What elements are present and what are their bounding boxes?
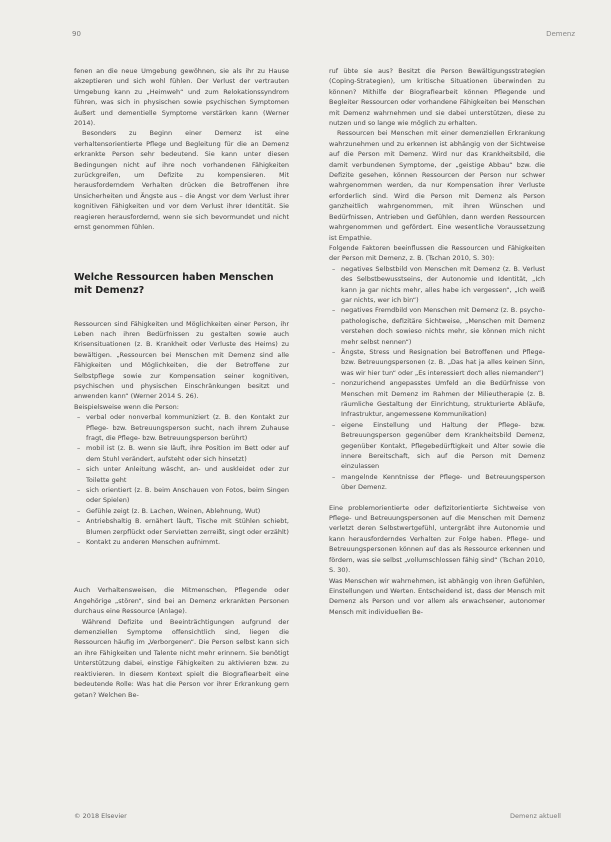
section-heading: Welche Ressourcen haben Menschen mit Demenz? (74, 271, 274, 296)
list-item: – negatives Selbstbild von Menschen mit Demenz (z. B. Verlust des Selbstbewusstseins, der Autonomie und Identität, „Ich kann ja gar nichts mehr, alles habe ich vergessen“, „Ich weiß gar nichts, wer ich bin“) (341, 264, 545, 306)
paragraph: Ressourcen sind Fähigkeiten und Möglichkeiten einer Person, ihr Leben nach ihren Bedürfnissen zu gestalten sowie auch Krisensituationen (z. B. Krankheit oder Verluste des Heims) zu bewältigen. „Ressourcen bei Menschen mit Demenz sind alle Fähigkeiten und Möglichkeiten, die der Betroffene zur Selbstpflege sowie zur Kompensation seiner kognitiven, psychischen und physischen Einschränkungen besitzt und anwenden kann“ (Werner 2014 S. 26). (74, 319, 289, 401)
paragraph: Ressourcen bei Menschen mit einer demenziellen Erkrankung wahrzunehmen und zu erkennen ist abhängig von der Sichtweise auf die Person mit Demenz. Wird nur das Krankheitsbild, die damit verbundenen Symptome, der „geistige Abbau“ bzw. die Defizite gesehen, können Ressourcen der Person nur schwer wahrgenommen werden, da nur Kompensation ihrer Verluste erforderlich sind. Wird die Person mit Demenz als Person ganzheitlich wahrgenommen, mit ihren Wünschen und Bedürfnissen, Antrieben und Gefühlen, dann werden Ressourcen wahrgenommen und gefördert. Eine wesentliche Voraussetzung ist Empathie. (329, 129, 545, 242)
footer-copyright: © 2018 Elsevier (74, 812, 127, 820)
list-item: – Kontakt zu anderen Menschen aufnimmt. (86, 537, 289, 547)
bullet-list (329, 264, 545, 493)
list-item: – sich orientiert (z. B. beim Anschauen von Fotos, beim Singen oder Spielen) (86, 485, 289, 506)
paragraph: Während Defizite und Beeinträchtigungen aufgrund der demenziellen Symptome offensichtlich sind, liegen die Ressourcen häufig im „Verborgenen“. Die Person selbst kann sich an ihre Fähigkeiten und Talente nicht mehr erinnern. Sie benötigt Unterstützung dabei, einstige Fähigkeiten zu aktivieren bzw. zu reaktivieren. In diesem Kontext spielt die Biografiearbeit eine bedeutende Rolle: Was hat die Person vor ihrer Erkrankung gern getan? Welchen Be- (74, 617, 289, 699)
list-item: – verbal oder nonverbal kommuniziert (z. B. den Kontakt zur Pflege- bzw. Betreuungsperson sucht, nach ihrem Zuhause fragt, die Pflege- bzw. Betreuungsperson berührt) (86, 412, 289, 443)
list-item: – Antriebshaltig B. ernähert läuft, Tische mit Stühlen schiebt, Blumen zerpflückt oder Servietten zerreißt, singt oder erzählt) (86, 516, 289, 537)
paragraph: fenen an die neue Umgebung gewöhnen, sie als ihr zu Hause akzeptieren und sich wohl fühlen. Der Verlust der vertrauten Umgebung kann zu „Heimweh“ und zum Relokationssyndrom führen, was sich in physischen sowie psychischen Symptomen äußert und dementielle Symptome verstärken kann (Werner 2014). (74, 67, 289, 128)
bullet-list (74, 412, 289, 547)
list-item: – mangelnde Kenntnisse der Pflege- und Betreuungsperson über Demenz. (341, 472, 545, 493)
running-header: Demenz (546, 30, 575, 38)
paragraph: Besonders zu Beginn einer Demenz ist eine verhaltensorientierte Pflege und Begleitung für die an Demenz erkrankte Person sehr bedeutend. Sie kann unter diesen Bedingungen nicht auf ihre noch vorhandenen Fähigkeiten zurückgreifen, um Defizite zu kompensieren. Mit herausforderndem Verhalten drücken die Betroffenen ihre Unsicherheiten und Ängste aus – die Angst vor dem Verlust ihrer kognitiven Fähigkeiten und vor dem Verlust ihrer Identität. Sie reagieren herausfordernd, wenn sie sich bevormundet und nicht ernst genommen fühlen. (74, 129, 289, 232)
paragraph: Auch Verhaltensweisen, die Mitmenschen, Pflegende oder Angehörige „stören“, sind bei an Demenz erkrankten Personen durchaus eine Ressource (Anlage). (74, 586, 289, 616)
paragraph: Beispielsweise wenn die Person: (74, 402, 179, 411)
paragraph: Folgende Faktoren beeinflussen die Ressourcen und Fähigkeiten der Person mit Demenz, z. B. (Tschan 2010, S. 30): (329, 243, 545, 263)
list-item: – mobil ist (z. B. wenn sie läuft, ihre Position im Bett oder auf dem Stuhl verändert, aufsteht oder sich hinsetzt) (86, 443, 289, 464)
list-item: – nonzurichend angepasstes Umfeld an die Bedürfnisse von Menschen mit Demenz im Rahmen der Milieutherapie (z. B. räumliche Gestaltung der Einrichtung, strukturierte Abläufe, Infrastruktur, angemessene Kommunikation) (341, 378, 545, 420)
left-column (74, 66, 289, 700)
paragraph: Was Menschen wir wahrnehmen, ist abhängig von ihren Gefühlen, Einstellungen und Werten. Entscheidend ist, dass der Mensch mit Demenz als Person und vor allem als erwachsener, autonomer Mensch mit individuellen Be- (329, 576, 545, 616)
footer-journal: Demenz aktuell (510, 812, 561, 820)
list-item: – Ängste, Stress und Resignation bei Betroffenen und Pflege- bzw. Betreuungspersonen (z. B. „Das hat ja alles keinen Sinn, was wir hier tun“ oder „Es interessiert doch alles niemanden“) (341, 347, 545, 378)
list-item: – negatives Fremdbild von Menschen mit Demenz (z. B. psycho-pathologische, defizitäre Sichtweise, „Menschen mit Demenz verstehen doch sowieso nichts mehr, sie können mich nicht mehr selbst nennen“) (341, 305, 545, 347)
page-number: 90 (72, 30, 81, 38)
paragraph: ruf übte sie aus? Besitzt die Person Bewältigungsstrategien (Coping-Strategien), um kritische Situationen überwinden zu können? Mithilfe der Biografiearbeit können Pflegende und Begleiter Ressourcen oder vorhandene Fähigkeiten bei Menschen mit Demenz wahrnehmen und sie dabei unterstützen, diese zu nutzen und so lange wie möglich zu erhalten. (329, 67, 545, 128)
list-item: – sich unter Anleitung wäscht, an- und auskleidet oder zur Toilette geht (86, 464, 289, 485)
list-item: – Gefühle zeigt (z. B. Lachen, Weinen, Ablehnung, Wut) (86, 506, 289, 516)
right-column (329, 66, 545, 617)
paragraph: Eine problemorientierte oder defizitorientierte Sichtweise von Pflege- und Betreuungspersonen auf die Menschen mit Demenz verletzt deren Selbstwertgefühl, untergräbt ihre Autonomie und kann herausforderndes Verhalten zur Folge haben. Pflege- und Betreuungspersonen können auf das als Ressource erkennen und fördern, was sie selbst „vollumschlossen fähig sind“ (Tschan 2010, S. 30). (329, 503, 545, 575)
list-item: – eigene Einstellung und Haltung der Pflege- bzw. Betreuungsperson gegenüber dem Krankheitsbild Demenz, gegenüber Kontakt, Pflegebedürftigkeit und Alter sowie die innere Bereitschaft, sich auf die Person mit Demenz einzulassen (341, 420, 545, 472)
